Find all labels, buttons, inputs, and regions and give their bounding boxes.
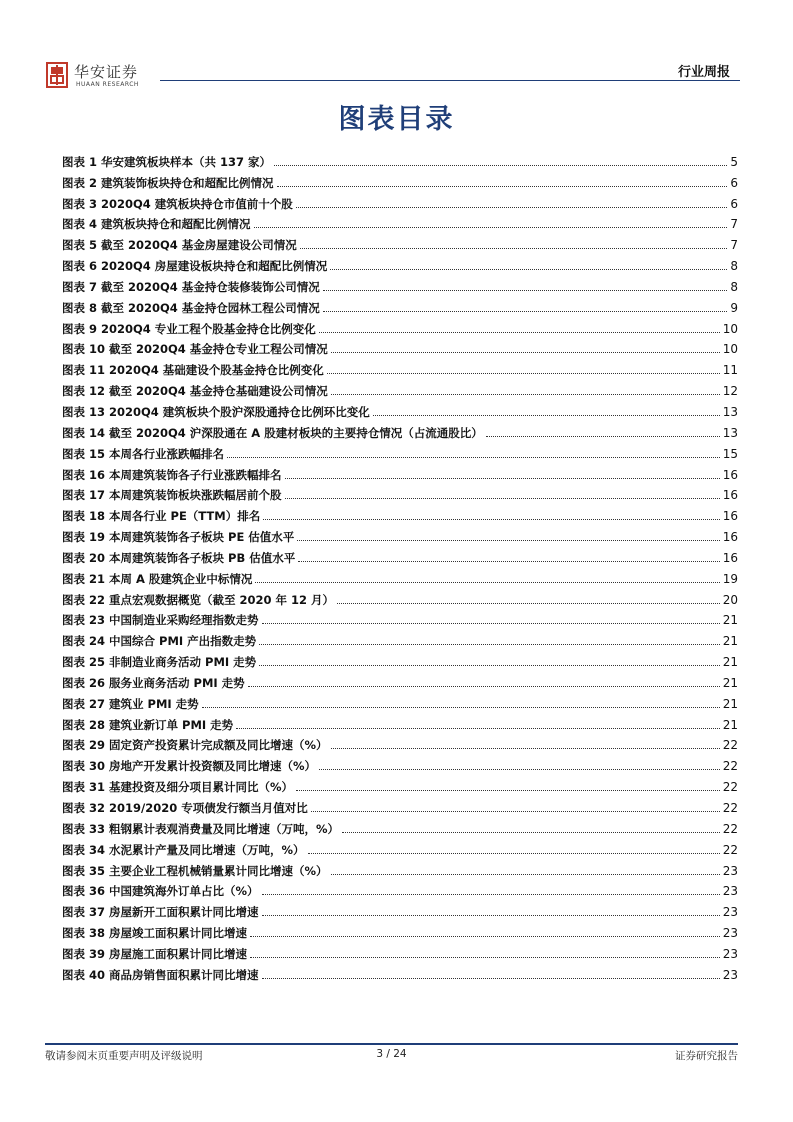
toc-entry[interactable] [62, 752, 738, 773]
toc-entry[interactable] [62, 356, 738, 377]
toc-entry-label[interactable]: 图表 38 房屋竣工面积累计同比增速 [62, 926, 248, 941]
toc-entry-page[interactable]: 13 [722, 425, 738, 440]
toc-dot-leader [262, 915, 720, 916]
toc-entry[interactable] [62, 294, 738, 315]
toc-dot-leader [297, 540, 719, 541]
toc-entry[interactable] [62, 398, 738, 419]
toc-entry[interactable] [62, 669, 738, 690]
toc-entry[interactable] [62, 878, 738, 899]
logo-chinese-name: 华安证券 [74, 63, 139, 81]
toc-entry-page[interactable]: 5 [730, 154, 738, 169]
toc-entry-label[interactable]: 图表 17 本周建筑装饰板块涨跌幅居前个股 [62, 488, 282, 503]
toc-entry-page[interactable]: 10 [722, 321, 738, 336]
toc-entry-label[interactable]: 图表 2 建筑装饰板块持仓和超配比例情况 [62, 175, 274, 190]
toc-entry-page[interactable]: 22 [722, 780, 738, 795]
toc-dot-leader [262, 894, 720, 895]
toc-entry-page[interactable]: 8 [730, 259, 738, 274]
toc-entry[interactable] [62, 961, 738, 982]
toc-entry-page[interactable]: 7 [730, 217, 738, 232]
toc-entry-label[interactable]: 图表 29 固定资产投资累计完成额及同比增速（%） [62, 738, 328, 753]
toc-dot-leader [296, 207, 728, 208]
toc-entry[interactable] [62, 544, 738, 565]
toc-entry-page[interactable]: 16 [722, 550, 738, 565]
huaan-logo-icon [46, 62, 68, 88]
toc-entry-label[interactable]: 图表 32 2019/2020 专项债发行额当月值对比 [62, 801, 308, 815]
toc-dot-leader [319, 332, 720, 333]
toc-dot-leader [319, 769, 720, 770]
toc-dot-leader [262, 978, 720, 979]
page-footer [45, 1048, 738, 1064]
toc-entry-label[interactable]: 图表 18 本周各行业 PE（TTM）排名 [62, 509, 261, 524]
toc-entry-page[interactable]: 16 [722, 509, 738, 524]
toc-entry[interactable] [62, 815, 738, 836]
toc-dot-leader [300, 248, 728, 249]
toc-entry-page[interactable]: 21 [722, 634, 738, 649]
toc-entry-label[interactable]: 图表 30 房地产开发累计投资额及同比增速（%） [62, 759, 317, 774]
page-title: 图表目录 [338, 104, 455, 135]
toc-dot-leader [274, 165, 727, 166]
toc-entry[interactable] [62, 440, 738, 461]
toc-entry-page[interactable]: 9 [730, 300, 738, 315]
page-header [40, 58, 740, 94]
toc-entry[interactable] [62, 586, 738, 607]
toc-entry[interactable] [62, 607, 738, 628]
toc-entry-label[interactable]: 图表 5 截至 2020Q4 基金房屋建设公司情况 [62, 238, 297, 253]
toc-entry-page[interactable]: 10 [722, 342, 738, 357]
toc-entry-label[interactable]: 图表 6 2020Q4 房屋建设板块持仓和超配比例情况 [62, 259, 328, 274]
toc-entry-page[interactable]: 23 [722, 905, 738, 920]
company-logo [46, 60, 166, 92]
toc-entry-label[interactable]: 图表 22 重点宏观数据概览（截至 2020 年 12 月） [62, 592, 335, 607]
toc-entry-label[interactable]: 图表 9 2020Q4 专业工程个股基金持仓比例变化 [62, 321, 316, 336]
toc-entry-label[interactable]: 图表 27 建筑业 PMI 走势 [62, 696, 199, 711]
toc-dot-leader [323, 311, 728, 312]
toc-entry-label[interactable]: 图表 19 本周建筑装饰各子板块 PE 估值水平 [62, 530, 295, 545]
toc-entry-label[interactable]: 图表 37 房屋新开工面积累计同比增速 [62, 905, 259, 920]
table-of-figures [62, 148, 738, 982]
toc-dot-leader [202, 707, 720, 708]
toc-entry-label[interactable]: 图表 21 本周 A 股建筑企业中标情况 [62, 571, 253, 586]
toc-entry-page[interactable]: 22 [722, 842, 738, 857]
toc-dot-leader [285, 478, 720, 479]
footer-divider [45, 1043, 738, 1045]
toc-entry-label[interactable]: 图表 39 房屋施工面积累计同比增速 [62, 946, 248, 961]
toc-entry[interactable] [62, 252, 738, 273]
toc-entry-page[interactable]: 23 [722, 884, 738, 899]
toc-entry-page[interactable]: 22 [722, 821, 738, 836]
toc-dot-leader [331, 748, 720, 749]
toc-entry-label[interactable]: 图表 10 截至 2020Q4 基金持仓专业工程公司情况 [62, 342, 328, 357]
toc-entry[interactable] [62, 190, 738, 211]
toc-entry[interactable] [62, 419, 738, 440]
toc-dot-leader [259, 665, 720, 666]
toc-entry[interactable] [62, 482, 738, 503]
footer-page-number: 3 / 24 [376, 1048, 407, 1060]
toc-entry-page[interactable]: 16 [722, 467, 738, 482]
toc-entry-page[interactable]: 21 [722, 696, 738, 711]
toc-dot-leader [486, 436, 720, 437]
toc-entry-label[interactable]: 图表 20 本周建筑装饰各子板块 PB 估值水平 [62, 550, 296, 565]
toc-dot-leader [308, 853, 720, 854]
logo-english-name: HUAAN RESEARCH [76, 81, 139, 88]
toc-entry-page[interactable]: 23 [722, 946, 738, 961]
toc-dot-leader [323, 290, 728, 291]
toc-entry-label[interactable]: 图表 15 本周各行业涨跌幅排名 [62, 446, 225, 461]
toc-entry[interactable] [62, 836, 738, 857]
toc-entry-page[interactable]: 16 [722, 488, 738, 503]
toc-entry-label[interactable]: 图表 1 华安建筑板块样本（共 137 家） [62, 154, 272, 169]
toc-entry[interactable] [62, 898, 738, 919]
toc-entry[interactable] [62, 627, 738, 648]
footer-doc-type: 证券研究报告 [675, 1050, 738, 1062]
toc-entry[interactable] [62, 919, 738, 940]
toc-entry-page[interactable]: 13 [722, 404, 738, 419]
toc-dot-leader [337, 603, 720, 604]
toc-dot-leader [254, 227, 728, 228]
toc-entry-page[interactable]: 6 [730, 196, 738, 211]
toc-entry[interactable] [62, 461, 738, 482]
toc-entry[interactable] [62, 690, 738, 711]
toc-entry-page[interactable]: 6 [730, 175, 738, 190]
toc-dot-leader [259, 644, 720, 645]
toc-dot-leader [331, 394, 720, 395]
toc-entry-label[interactable]: 图表 25 非制造业商务活动 PMI 走势 [62, 655, 257, 670]
toc-dot-leader [342, 832, 720, 833]
toc-dot-leader [331, 874, 720, 875]
toc-entry[interactable] [62, 648, 738, 669]
toc-entry-label[interactable]: 图表 40 商品房销售面积累计同比增速 [62, 967, 259, 982]
header-divider [160, 80, 740, 81]
toc-entry-page[interactable]: 23 [722, 967, 738, 982]
footer-disclaimer: 敬请参阅末页重要声明及评级说明 [45, 1050, 203, 1062]
toc-entry-label[interactable]: 图表 33 粗钢累计表观消费量及同比增速（万吨，%） [62, 821, 340, 836]
toc-entry[interactable] [62, 377, 738, 398]
toc-entry-page[interactable]: 11 [722, 363, 738, 378]
toc-dot-leader [285, 498, 720, 499]
toc-entry[interactable] [62, 940, 738, 961]
toc-entry[interactable] [62, 169, 738, 190]
toc-dot-leader [327, 373, 720, 374]
toc-dot-leader [330, 269, 727, 270]
toc-entry-label[interactable]: 图表 24 中国综合 PMI 产出指数走势 [62, 634, 257, 649]
toc-entry[interactable] [62, 336, 738, 357]
toc-entry-page[interactable]: 22 [722, 738, 738, 753]
toc-dot-leader [250, 936, 720, 937]
toc-entry-label[interactable]: 图表 14 截至 2020Q4 沪深股通在 A 股建材板块的主要持仓情况（占流通股比） [62, 425, 483, 440]
toc-entry-label[interactable]: 图表 8 截至 2020Q4 基金持仓园林工程公司情况 [62, 300, 320, 315]
toc-entry-page[interactable]: 21 [722, 717, 738, 732]
toc-entry-label[interactable]: 图表 7 截至 2020Q4 基金持仓装修装饰公司情况 [62, 279, 320, 294]
toc-entry-page[interactable]: 22 [722, 759, 738, 774]
toc-dot-leader [250, 957, 720, 958]
toc-entry[interactable] [62, 794, 738, 815]
toc-dot-leader [277, 186, 728, 187]
toc-entry-page[interactable]: 7 [730, 238, 738, 253]
toc-dot-leader [263, 519, 720, 520]
toc-entry-label[interactable]: 图表 23 中国制造业采购经理指数走势 [62, 613, 259, 628]
toc-entry-page[interactable]: 12 [722, 384, 738, 399]
toc-entry-label[interactable]: 图表 26 服务业商务活动 PMI 走势 [62, 675, 245, 690]
report-type-label: 行业周报 [677, 65, 730, 80]
toc-dot-leader [373, 415, 720, 416]
toc-entry-label[interactable]: 图表 16 本周建筑装饰各子行业涨跌幅排名 [62, 467, 282, 482]
toc-entry[interactable] [62, 273, 738, 294]
toc-entry-page[interactable]: 15 [722, 446, 738, 461]
toc-entry[interactable] [62, 565, 738, 586]
toc-entry-page[interactable]: 23 [722, 926, 738, 941]
toc-entry[interactable] [62, 711, 738, 732]
toc-entry-label[interactable]: 图表 36 中国建筑海外订单占比（%） [62, 884, 259, 899]
toc-entry[interactable] [62, 231, 738, 252]
toc-entry-label[interactable]: 图表 11 2020Q4 基础建设个股基金持仓比例变化 [62, 363, 324, 378]
toc-dot-leader [248, 686, 720, 687]
toc-entry[interactable] [62, 148, 738, 169]
toc-dot-leader [255, 582, 719, 583]
toc-entry-label[interactable]: 图表 34 水泥累计产量及同比增速（万吨，%） [62, 842, 305, 857]
toc-entry-label[interactable]: 图表 4 建筑板块持仓和超配比例情况 [62, 217, 251, 232]
toc-entry-label[interactable]: 图表 12 截至 2020Q4 基金持仓基础建设公司情况 [62, 384, 328, 399]
toc-entry-page[interactable]: 16 [722, 530, 738, 545]
toc-entry-page[interactable]: 20 [722, 592, 738, 607]
toc-entry-page[interactable]: 23 [722, 863, 738, 878]
toc-entry-page[interactable]: 8 [730, 279, 738, 294]
toc-entry-label[interactable]: 图表 35 主要企业工程机械销量累计同比增速（%） [62, 863, 328, 878]
toc-entry[interactable] [62, 502, 738, 523]
toc-entry-page[interactable]: 21 [722, 613, 738, 628]
toc-entry[interactable] [62, 773, 738, 794]
toc-dot-leader [227, 457, 720, 458]
toc-entry[interactable] [62, 732, 738, 753]
toc-dot-leader [262, 623, 720, 624]
toc-entry[interactable] [62, 857, 738, 878]
toc-entry[interactable] [62, 523, 738, 544]
toc-dot-leader [331, 352, 720, 353]
toc-dot-leader [311, 811, 720, 812]
toc-entry[interactable] [62, 315, 738, 336]
toc-entry-page[interactable]: 19 [722, 571, 738, 586]
toc-dot-leader [236, 728, 720, 729]
toc-entry-page[interactable]: 21 [722, 655, 738, 670]
toc-dot-leader [296, 790, 720, 791]
toc-entry-label[interactable]: 图表 28 建筑业新订单 PMI 走势 [62, 717, 234, 732]
toc-entry[interactable] [62, 211, 738, 232]
toc-entry-label[interactable]: 图表 3 2020Q4 建筑板块持仓市值前十个股 [62, 196, 293, 211]
toc-dot-leader [298, 561, 720, 562]
toc-entry-page[interactable]: 22 [722, 801, 738, 815]
toc-entry-label[interactable]: 图表 31 基建投资及细分项目累计同比（%） [62, 780, 294, 795]
toc-entry-page[interactable]: 21 [722, 675, 738, 690]
toc-entry-label[interactable]: 图表 13 2020Q4 建筑板块个股沪深股通持仓比例环比变化 [62, 404, 370, 419]
